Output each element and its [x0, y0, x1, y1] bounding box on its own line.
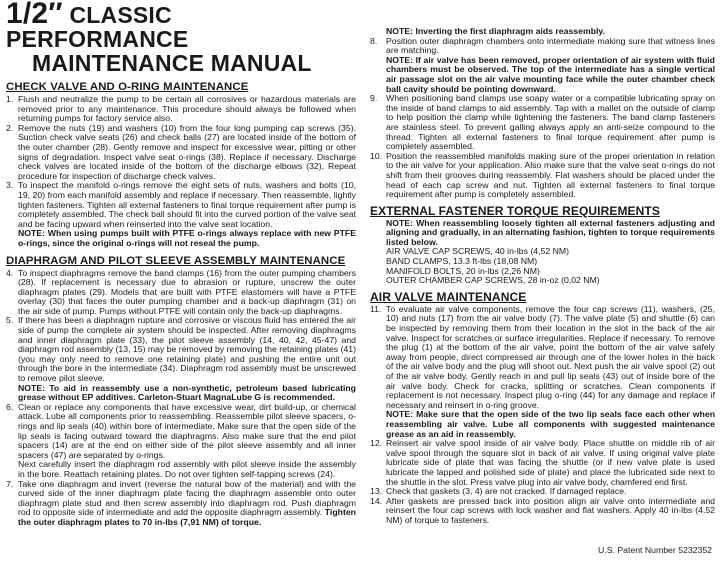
step-text: Reinsert air valve spool inside of air valve body. Place shuttle on middle rib of air valve spool through the square slot in back of air valve. If using original valve plate lubricate side of plate that was facing the shuttle (or if new valve plate is used lubricate the lapped and polished side of plate) and place the lubricated side next to the shuttle in the slot. Press valve plug into air valve body, chamfered end first. — [386, 438, 715, 487]
step-text: When positioning band clamps use soapy water or a compatible lubricating spray on the inside of band clamps to aid assembly. Tap with a mallet on the outside of clamp to help position the clamp while tightening the fasteners. The band clamp fasteners are stainless steel. To prevent galling always apply an anti-seize compound to the thread. Tighten all external fasteners to final torque requirement after pump is completely assembled. — [386, 93, 715, 152]
step-number: 6. — [6, 401, 14, 412]
title-line1: CLASSIC PERFORMANCE — [6, 2, 189, 52]
step-7-torque: Tighten the outer diaphragm plates to 70 in-lbs (7,91 NM) of torque. — [18, 507, 356, 527]
note-inverting: NOTE: Inverting the first diaphragm aids reassembly. — [386, 26, 606, 36]
step-4 — [6, 269, 356, 317]
step-number: 7. — [6, 478, 14, 489]
torque-spec: MANIFOLD BOLTS, 20 in-lbs (2,26 NM) — [386, 265, 540, 276]
note-lip-seals: NOTE: Make sure that the open side of the two lip seals face each other when reassembling air valve. Lube all components with suggested maintenance grease as an aid in reassembly. — [386, 409, 715, 439]
step-5 — [6, 316, 356, 383]
step-2 — [6, 124, 356, 182]
step-number: 9. — [370, 93, 378, 104]
right-column — [370, 27, 715, 526]
step-text: Remove the nuts (19) and washers (10) from the four long pumping cap screws (35). Suction check valve seats (26) and check balls (27) are located inside of the bottom of the outer chamber (28). Gently remove and inspect for excessive wear, pitting or other signs of degradation. Inspect valve seat o-rings (38). Replace if necessary. Discharge check valves are located inside of the bottom of the discharge elbows (32). Repeat procedure for inspection of discharge check valves. — [18, 122, 356, 181]
note-lubricant: NOTE: To aid in reassembly use a non-synthetic, petroleum based lubricating grease without EP additives. Carleton-Stuart MagnaLube G is recommended. — [18, 382, 356, 403]
patent-number: U.S. Patent Number 5232352 — [598, 545, 712, 555]
step-number: 8. — [370, 35, 378, 46]
step-7 — [6, 480, 356, 528]
step-1 — [6, 95, 356, 124]
step-3 — [6, 181, 356, 229]
heading-air-valve: AIR VALVE MAINTENANCE — [370, 289, 527, 304]
step-10 — [370, 152, 715, 200]
step-text: Clean or replace any components that have excessive wear, dirt build-up, or chemical attack. Lube all components prior to reassembling. Reassemble pilot sleeve spacers, o-rings and lip seals (40) within bore of intermediate. Make sure that the open side of the lip seals is facing outward toward the diaphragms. Also make sure that the end pilot spacers (14) are at the end on either side of the pilot sleeve assembly and all inner spacers (47) are separated by o-rings. — [18, 401, 356, 460]
title-line2: MAINTENANCE MANUAL — [32, 50, 312, 76]
step-number: 11. — [370, 303, 382, 314]
step-number: 2. — [6, 122, 14, 133]
step-8 — [370, 37, 715, 56]
step-text: To inspect diaphragms remove the band clamps (16) from the outer pumping chambers (28). If replacement is necessary due to abrasion or rupture, unscrew the outer diaphragm plates (29). Models that are built with PTFE elastomers will have a PTFE overlay (30) that faces the outer pumping chamber and a back-up diaphragm (31) on the air side of pump. Pumps without PTFE will contain only the back-up diaphragms. — [18, 267, 356, 316]
step-text — [18, 480, 356, 528]
step-6 — [6, 403, 356, 461]
torque-spec: BAND CLAMPS, 13.3 ft-lbs (18,08 NM) — [386, 256, 538, 267]
step-12 — [370, 439, 715, 487]
manual-title — [6, 2, 356, 75]
step-text: After gaskets are pressed back into position align air valve onto intermediate and reinsert the four cap screws with lock washer and flat washers. Apply 40 in-lbs (4,52 NM) of torque to fasteners. — [386, 495, 715, 525]
step-11 — [370, 305, 715, 411]
torque-spec: OUTER CHAMBER CAP SCREWS, 28 in-oz (0,02 NM) — [386, 275, 600, 286]
step-7-text: Take one diaphragm and invert (reverse the natural bow of the material) and with the curved side of the inner diaphragm plate facing the diaphragm assemble onto outer diaphragm plate stud and then screw assembly into diaphragm rod. Push diaphragm rod to opposite side of intermediate and add the opposite diaphragm assembly. — [18, 478, 356, 518]
step-number: 14. — [370, 495, 383, 506]
note-ptfe: NOTE: When using pumps built with PTFE o-rings always replace with new PTFE o-rings, since the original o-rings will not reseal the pump. — [18, 228, 356, 248]
heading-check-valve: CHECK VALVE AND O-RING MAINTENANCE — [6, 81, 249, 93]
step-6-continued: Next carefully insert the diaphragm rod assembly with pilot sleeve inside the assembly in the bore. Reattach retaining plates. Do not over tighten self-tapping screws (24). — [18, 459, 356, 479]
step-text: Check that gaskets (3, 4) are not cracked. If damaged replace. — [386, 486, 627, 497]
step-number: 10. — [370, 150, 383, 161]
left-column — [6, 0, 356, 528]
heading-diaphragm: DIAPHRAGM AND PILOT SLEEVE ASSEMBLY MAINTENANCE — [6, 254, 346, 267]
step-number: 3. — [6, 180, 14, 191]
step-number: 12. — [370, 438, 383, 449]
note-fastener: NOTE: When reassembling loosely tighten all external fasteners adjusting and aligning and gradually, in an alternating fashion, tighten to torque requirements listed below. — [386, 217, 715, 247]
step-text: To inspect the manifold o-rings remove the eight sets of nuts, washers and bolts (10, 19, 20) from each manifold assembly and replace if necessary. Then reassemble, lightly tighten fasteners. Tighten all external fasteners to final torque requirement after pump is completely assembled. The check ball should fit into the curved portion of the valve seat and be facing upward when reinserted into the valve seat location. — [18, 180, 356, 229]
step-number: 13. — [370, 486, 383, 497]
step-14 — [370, 497, 715, 526]
step-text: Position outer diaphragm chambers onto intermediate making sure that witness lines are matching. — [386, 35, 715, 56]
step-text: Flush and neutralize the pump to be certain all corrosives or hazardous materials are removed prior to any maintenance. This procedure should always be followed when returning pumps for factory service also. — [18, 94, 356, 124]
torque-spec: AIR VALVE CAP SCREWS, 40 in-lbs (4,52 NM) — [386, 246, 569, 257]
step-text: To evaluate air valve components, remove the four cap screws (11), washers, (25, 10) and nuts (17) from the air valve body (7). The valve plate (5) and shuttle (6) can be inspected by removing them from their location in the slot in the back of the air valve. Inspect for scratches or surface irregularities. Replace if necessary. To remove the plug (1) at the bottom of the air valve, point the bottom of the air valve safely away from people, direct compressed air through one of the lower holes in the back of the air valve body and the plug will shoot out. Next push the air valve spool (2) out of the air valve body. Gently reach in and pull lip seals (43) out of inside bore of the air valve body. Check for cracks, splitting or scratches. Clean components if replacement is not necessary. Inspect plug o-ring (44) for any damage and replace if necessary and reinsert in o-ring groove. — [386, 303, 715, 410]
note-air-valve-orientation: NOTE: If air valve has been removed, proper orientation of air system with fluid chambers must be observed. The top of the intermediate has a single vertical air passage slot on the air valve mounting face while the outer chamber check ball cavity should be pointing downward. — [386, 54, 715, 94]
title-fraction: 1/2″ — [6, 0, 63, 30]
step-number: 1. — [6, 94, 14, 104]
step-9 — [370, 94, 715, 152]
step-number: 5. — [6, 315, 14, 326]
step-text: If there has been a diaphragm rupture and corrosive or viscous fluid has entered the air side of pump the complete air system should be inspected. After removing diaphragms and inner diaphragm plate (33), the pilot sleeve assembly (14, 40, 42, 45-47) and diaphragm rod assembly (13, 15) may be removed by removing the retaining plates (41) (you may only need to remove one retaining plate) and pushing the entire unit out through the bore in the intermediate (34). Diaphragm rod assembly must be unscrewed to remove pilot sleeve. — [18, 315, 357, 384]
step-number: 4. — [6, 267, 14, 278]
step-text: Position the reassembled manifolds making sure of the proper orientation in relation to the air valve for your application. Also make sure that the valve seat o-rings do not shift from their grooves during reassembly. Flat washers should be placed under the head of each cap screw and nut. Tighten all external fasteners to final torque requirement after pump is completely assembled. — [386, 150, 715, 200]
heading-fastener-torque: EXTERNAL FASTENER TORQUE REQUIREMENTS — [370, 203, 660, 218]
